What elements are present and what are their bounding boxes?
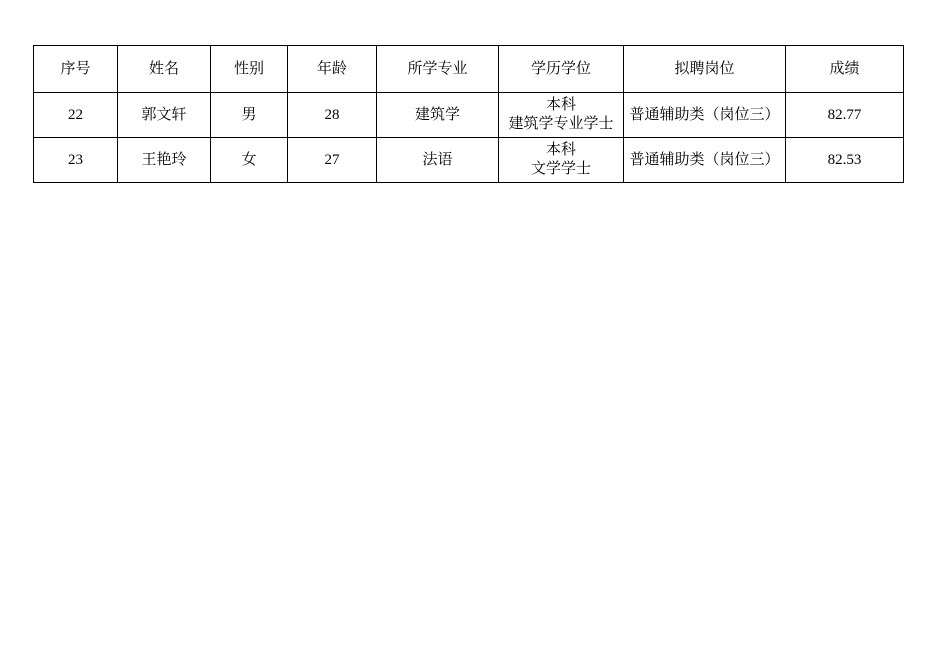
cell-education-degree <box>499 93 624 138</box>
table-row <box>34 138 904 183</box>
cell-position: 普通辅助类（岗位三） <box>624 93 786 138</box>
cell-score: 82.53 <box>786 138 904 183</box>
cell-gender: 女 <box>211 138 288 183</box>
column-header-score: 成绩 <box>786 46 904 93</box>
cell-position: 普通辅助类（岗位三） <box>624 138 786 183</box>
cell-name: 王艳玲 <box>118 138 211 183</box>
table-body <box>34 93 904 183</box>
cell-major: 建筑学 <box>377 93 499 138</box>
column-header-name: 姓名 <box>118 46 211 93</box>
cell-education: 本科 <box>545 142 576 159</box>
table-header <box>34 46 904 93</box>
table-row <box>34 93 904 138</box>
cell-age: 27 <box>288 138 377 183</box>
cell-gender: 男 <box>211 93 288 138</box>
column-header-gender: 性别 <box>211 46 288 93</box>
cell-name: 郭文轩 <box>118 93 211 138</box>
cell-major: 法语 <box>377 138 499 183</box>
cell-education: 本科 <box>545 97 576 114</box>
applicant-table <box>33 45 904 183</box>
cell-education-degree <box>499 138 624 183</box>
column-header-age: 年龄 <box>288 46 377 93</box>
column-header-major: 所学专业 <box>377 46 499 93</box>
cell-index: 23 <box>34 138 118 183</box>
cell-degree: 建筑学专业学士 <box>508 116 614 132</box>
table-container <box>33 45 903 183</box>
cell-age: 28 <box>288 93 377 138</box>
column-header-position: 拟聘岗位 <box>624 46 786 93</box>
cell-index: 22 <box>34 93 118 138</box>
table-header-row <box>34 46 904 93</box>
column-header-education-degree: 学历学位 <box>499 46 624 93</box>
cell-degree: 文学学士 <box>530 161 591 177</box>
column-header-index: 序号 <box>34 46 118 93</box>
cell-score: 82.77 <box>786 93 904 138</box>
